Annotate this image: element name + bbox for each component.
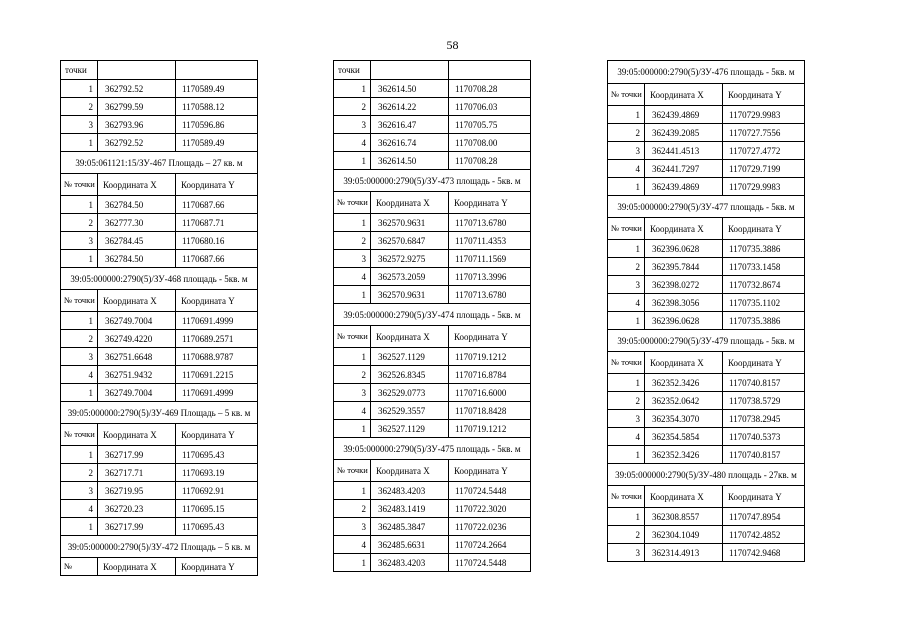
- coordinate-y: 1170687.66: [175, 196, 255, 213]
- header-point-number: № точки: [611, 89, 642, 99]
- table-row: [61, 329, 257, 347]
- coordinate-x: 362439.2085: [644, 124, 722, 141]
- point-number: 2: [88, 467, 93, 478]
- header-point-number: № точки: [64, 295, 95, 305]
- header-coordinate-y: Координата Y: [722, 84, 802, 105]
- coordinate-x: 362352.0642: [644, 392, 722, 409]
- coordinate-y: 1170705.75: [448, 116, 528, 133]
- coordinate-y: 1170722.0236: [448, 518, 528, 535]
- coordinate-y: 1170689.2571: [175, 330, 255, 347]
- coordinate-x: 362398.0272: [644, 276, 722, 293]
- coordinate-x: 362395.7844: [644, 258, 722, 275]
- table-row: [608, 373, 804, 391]
- point-number: 4: [88, 369, 93, 380]
- coordinate-x: 362352.3426: [644, 374, 722, 391]
- point-number: 4: [88, 503, 93, 514]
- coordinate-y: 1170711.1569: [448, 250, 528, 267]
- coordinate-x: 362483.4203: [370, 482, 448, 499]
- coordinate-x: 362777.30: [97, 214, 175, 231]
- column-header-row: [61, 557, 257, 575]
- point-number: 3: [361, 253, 366, 264]
- coordinate-x: 362799.59: [97, 98, 175, 115]
- coordinate-y: 1170708.00: [448, 134, 528, 151]
- table-row: [334, 347, 530, 365]
- table-row: [608, 257, 804, 275]
- point-number: 1: [88, 387, 93, 398]
- table-row: [334, 419, 530, 437]
- table-row: [608, 105, 804, 123]
- coordinate-x: 362396.0628: [644, 240, 722, 257]
- table-row: [61, 347, 257, 365]
- table-row: [61, 213, 257, 231]
- point-number: 2: [361, 369, 366, 380]
- parcel-caption: 39:05:000000:2790(5)/ЗУ-475 площадь - 5кв. м: [334, 437, 530, 459]
- point-number: 2: [635, 395, 640, 406]
- point-number: 4: [635, 163, 640, 174]
- coordinate-x: 362527.1129: [370, 348, 448, 365]
- coordinate-x: 362749.7004: [97, 312, 175, 329]
- table-row: [61, 383, 257, 401]
- header-coordinate-y: Координата Y: [448, 326, 528, 347]
- coordinate-y: 1170738.5729: [722, 392, 802, 409]
- table-row: [334, 213, 530, 231]
- point-number: 3: [361, 387, 366, 398]
- coordinate-x: 362439.4869: [644, 178, 722, 195]
- table-row: [608, 123, 804, 141]
- point-number: 1: [361, 557, 366, 568]
- coordinate-x: 362483.4203: [370, 554, 448, 571]
- table-row: [61, 481, 257, 499]
- column-header-row: [334, 459, 530, 481]
- point-number: 3: [635, 547, 640, 558]
- table-row: [608, 445, 804, 463]
- parcel-caption: 39:05:061121:15/ЗУ-467 Площадь – 27 кв. м: [61, 151, 257, 173]
- coordinate-x: 362614.50: [370, 152, 448, 169]
- coordinates-table-middle: [333, 60, 531, 572]
- coordinate-y: 1170692.91: [175, 482, 255, 499]
- point-number: 4: [635, 297, 640, 308]
- coordinate-x: 362314.4913: [644, 544, 722, 561]
- coordinate-x: 362570.6847: [370, 232, 448, 249]
- table-row: [61, 195, 257, 213]
- parcel-caption: 39:05:000000:2790(5)/ЗУ-480 площадь - 27кв. м: [608, 463, 804, 485]
- header-point-number: точки: [65, 65, 87, 75]
- point-number: 4: [635, 431, 640, 442]
- table-row: [334, 133, 530, 151]
- table-row: [61, 249, 257, 267]
- header-point-number: №: [64, 561, 73, 571]
- point-number: 4: [361, 137, 366, 148]
- coordinate-y: 1170695.43: [175, 446, 255, 463]
- column-header-row: [61, 289, 257, 311]
- table-row: [61, 463, 257, 481]
- point-number: 2: [635, 261, 640, 272]
- point-number: 3: [88, 485, 93, 496]
- point-number: 2: [635, 127, 640, 138]
- point-number: 4: [361, 271, 366, 282]
- coordinate-y: 1170729.7199: [722, 160, 802, 177]
- coordinate-y: 1170740.8157: [722, 374, 802, 391]
- coordinate-x: 362570.9631: [370, 286, 448, 303]
- coordinate-x: 362717.99: [97, 446, 175, 463]
- point-number: 1: [361, 217, 366, 228]
- point-number: 2: [88, 101, 93, 112]
- header-coordinate-y: Координата Y: [722, 218, 802, 239]
- table-row: [61, 517, 257, 535]
- coordinate-x: 362396.0628: [644, 312, 722, 329]
- coordinate-y: 1170716.6000: [448, 384, 528, 401]
- point-number: 1: [635, 315, 640, 326]
- table-row: [334, 267, 530, 285]
- coordinate-y: 1170727.7556: [722, 124, 802, 141]
- header-coordinate-x: Координата X: [97, 174, 175, 195]
- coordinate-y: 1170738.2945: [722, 410, 802, 427]
- coordinate-y: 1170719.1212: [448, 420, 528, 437]
- table-row: [334, 97, 530, 115]
- header-continuation-row: [334, 61, 530, 79]
- table-row: [608, 159, 804, 177]
- parcel-caption: 39:05:000000:2790(5)/ЗУ-472 Площадь – 5 кв. м: [61, 535, 257, 557]
- point-number: 1: [361, 351, 366, 362]
- table-row: [608, 427, 804, 445]
- table-row: [61, 79, 257, 97]
- point-number: 1: [88, 137, 93, 148]
- coordinate-y: 1170740.5373: [722, 428, 802, 445]
- point-number: 1: [635, 243, 640, 254]
- header-coordinate-y: Координата Y: [175, 558, 255, 575]
- header-coordinate-x: Координата X: [97, 290, 175, 311]
- coordinate-y: 1170722.3020: [448, 500, 528, 517]
- table-row: [334, 401, 530, 419]
- header-coordinate-y: Координата Y: [175, 290, 255, 311]
- table-row: [608, 239, 804, 257]
- header-coordinate-x: Координата X: [644, 218, 722, 239]
- coordinate-x: 362751.6648: [97, 348, 175, 365]
- point-number: 1: [361, 83, 366, 94]
- coordinate-x: 362751.9432: [97, 366, 175, 383]
- header-coordinate-y: Координата Y: [448, 192, 528, 213]
- column-header-row: [608, 351, 804, 373]
- coordinates-table-right: [607, 60, 805, 562]
- coordinate-y: 1170718.8428: [448, 402, 528, 419]
- coordinate-x: 362485.6631: [370, 536, 448, 553]
- header-point-number: № точки: [611, 491, 642, 501]
- table-row: [61, 499, 257, 517]
- coordinate-x: 362529.0773: [370, 384, 448, 401]
- column-header-row: [334, 325, 530, 347]
- coordinate-x: 362354.3070: [644, 410, 722, 427]
- coordinate-x: 362784.45: [97, 232, 175, 249]
- column-header-row: [61, 173, 257, 195]
- coordinate-x: 362614.22: [370, 98, 448, 115]
- page-number: 58: [446, 38, 459, 52]
- column-header-row: [608, 485, 804, 507]
- coordinate-x: 362784.50: [97, 196, 175, 213]
- coordinate-x: 362439.4869: [644, 106, 722, 123]
- header-coordinate-y: Координата Y: [448, 460, 528, 481]
- coordinate-x: 362527.1129: [370, 420, 448, 437]
- table-row: [608, 543, 804, 561]
- point-number: 1: [88, 315, 93, 326]
- point-number: 1: [635, 511, 640, 522]
- point-number: 1: [88, 199, 93, 210]
- coordinate-y: 1170733.1458: [722, 258, 802, 275]
- coordinate-y: 1170691.2215: [175, 366, 255, 383]
- coordinate-x: 362308.8557: [644, 508, 722, 525]
- coordinate-x: 362749.4220: [97, 330, 175, 347]
- table-row: [334, 517, 530, 535]
- coordinate-x: 362792.52: [97, 80, 175, 97]
- table-row: [61, 231, 257, 249]
- header-coordinate-x: Координата X: [370, 326, 448, 347]
- empty-cell: [448, 61, 528, 79]
- header-coordinate-x: Координата X: [370, 460, 448, 481]
- point-number: 3: [88, 351, 93, 362]
- coordinate-x: 362352.3426: [644, 446, 722, 463]
- coordinate-y: 1170596.86: [175, 116, 255, 133]
- coordinate-y: 1170708.28: [448, 152, 528, 169]
- header-point-number: № точки: [64, 179, 95, 189]
- coordinate-y: 1170724.5448: [448, 554, 528, 571]
- table-row: [334, 115, 530, 133]
- point-number: 1: [635, 181, 640, 192]
- coordinate-x: 362485.3847: [370, 518, 448, 535]
- empty-cell: [370, 61, 448, 79]
- header-coordinate-x: Координата X: [97, 558, 175, 575]
- coordinate-y: 1170719.1212: [448, 348, 528, 365]
- table-row: [61, 97, 257, 115]
- coordinate-y: 1170716.8784: [448, 366, 528, 383]
- coordinate-x: 362441.4513: [644, 142, 722, 159]
- header-coordinate-y: Координата Y: [175, 424, 255, 445]
- point-number: 3: [635, 145, 640, 156]
- point-number: 3: [88, 235, 93, 246]
- table-row: [61, 133, 257, 151]
- point-number: 1: [88, 253, 93, 264]
- coordinate-x: 362526.8345: [370, 366, 448, 383]
- point-number: 1: [635, 377, 640, 388]
- table-row: [334, 499, 530, 517]
- coordinates-table-left: [60, 60, 258, 576]
- header-coordinate-y: Координата Y: [175, 174, 255, 195]
- coordinate-x: 362616.74: [370, 134, 448, 151]
- point-number: 3: [361, 119, 366, 130]
- point-number: 3: [361, 521, 366, 532]
- coordinate-y: 1170735.3886: [722, 240, 802, 257]
- coordinate-x: 362614.50: [370, 80, 448, 97]
- header-coordinate-x: Координата X: [644, 486, 722, 507]
- coordinate-x: 362570.9631: [370, 214, 448, 231]
- coordinate-y: 1170706.03: [448, 98, 528, 115]
- table-row: [608, 507, 804, 525]
- header-point-number: № точки: [337, 197, 368, 207]
- point-number: 2: [88, 333, 93, 344]
- coordinate-y: 1170729.9983: [722, 106, 802, 123]
- coordinate-y: 1170687.71: [175, 214, 255, 231]
- table-row: [608, 141, 804, 159]
- table-row: [334, 285, 530, 303]
- header-coordinate-y: Координата Y: [722, 486, 802, 507]
- parcel-caption: 39:05:000000:2790(5)/ЗУ-476 площадь - 5кв. м: [617, 67, 795, 77]
- header-point-number: № точки: [337, 331, 368, 341]
- coordinate-x: 362717.71: [97, 464, 175, 481]
- point-number: 3: [88, 119, 93, 130]
- table-row: [608, 391, 804, 409]
- parcel-caption: 39:05:000000:2790(5)/ЗУ-477 площадь - 5кв. м: [608, 195, 804, 217]
- coordinate-x: 362398.3056: [644, 294, 722, 311]
- column-header-row: [61, 423, 257, 445]
- coordinate-y: 1170589.49: [175, 134, 255, 151]
- header-point-number: № точки: [337, 465, 368, 475]
- coordinate-x: 362441.7297: [644, 160, 722, 177]
- point-number: 4: [361, 539, 366, 550]
- header-point-number: № точки: [64, 429, 95, 439]
- table-row: [334, 249, 530, 267]
- table-row: [334, 231, 530, 249]
- table-row: [61, 445, 257, 463]
- coordinate-x: 362717.99: [97, 518, 175, 535]
- coordinate-y: 1170687.66: [175, 250, 255, 267]
- header-point-number: точки: [338, 65, 360, 75]
- table-row: [608, 409, 804, 427]
- header-point-number: № точки: [611, 357, 642, 367]
- parcel-caption: 39:05:000000:2790(5)/ЗУ-479 площадь - 5кв. м: [608, 329, 804, 351]
- header-coordinate-x: Координата X: [644, 352, 722, 373]
- point-number: 1: [361, 289, 366, 300]
- coordinate-y: 1170711.4353: [448, 232, 528, 249]
- coordinate-y: 1170713.3996: [448, 268, 528, 285]
- coordinate-y: 1170713.6780: [448, 286, 528, 303]
- point-number: 1: [361, 485, 366, 496]
- point-number: 1: [635, 449, 640, 460]
- header-coordinate-x: Координата X: [97, 424, 175, 445]
- point-number: 1: [88, 449, 93, 460]
- table-row: [61, 115, 257, 133]
- header-continuation-row: [61, 61, 257, 79]
- point-number: 1: [88, 521, 93, 532]
- coordinate-x: 362793.96: [97, 116, 175, 133]
- header-coordinate-x: Координата X: [370, 192, 448, 213]
- parcel-caption: 39:05:000000:2790(5)/ЗУ-468 площадь - 5кв. м: [61, 267, 257, 289]
- coordinate-y: 1170735.3886: [722, 312, 802, 329]
- coordinate-y: 1170729.9983: [722, 178, 802, 195]
- table-row: [608, 177, 804, 195]
- coordinate-x: 362719.95: [97, 482, 175, 499]
- coordinate-y: 1170693.19: [175, 464, 255, 481]
- coordinate-x: 362354.5854: [644, 428, 722, 445]
- point-number: 3: [635, 279, 640, 290]
- table-row: [334, 365, 530, 383]
- coordinate-y: 1170732.8674: [722, 276, 802, 293]
- coordinate-x: 362483.1419: [370, 500, 448, 517]
- table-row: [61, 365, 257, 383]
- coordinate-x: 362720.23: [97, 500, 175, 517]
- point-number: 2: [361, 235, 366, 246]
- table-row: [608, 293, 804, 311]
- coordinate-y: 1170747.8954: [722, 508, 802, 525]
- coordinate-y: 1170740.8157: [722, 446, 802, 463]
- header-coordinate-y: Координата Y: [722, 352, 802, 373]
- coordinate-y: 1170727.4772: [722, 142, 802, 159]
- table-row: [334, 481, 530, 499]
- table-row: [334, 535, 530, 553]
- point-number: 1: [361, 155, 366, 166]
- table-row: [334, 383, 530, 401]
- point-number: 1: [361, 423, 366, 434]
- table-row: [334, 79, 530, 97]
- coordinate-y: 1170742.9468: [722, 544, 802, 561]
- coordinate-y: 1170742.4852: [722, 526, 802, 543]
- point-number: 1: [88, 83, 93, 94]
- empty-cell: [97, 61, 175, 79]
- coordinate-y: 1170724.2664: [448, 536, 528, 553]
- point-number: 2: [361, 101, 366, 112]
- table-row: [608, 525, 804, 543]
- table-row: [608, 275, 804, 293]
- coordinate-y: 1170735.1102: [722, 294, 802, 311]
- header-point-number: № точки: [611, 223, 642, 233]
- empty-cell: [175, 61, 255, 79]
- coordinate-y: 1170708.28: [448, 80, 528, 97]
- coordinate-x: 362616.47: [370, 116, 448, 133]
- column-header-row: [608, 83, 804, 105]
- coordinate-x: 362304.1049: [644, 526, 722, 543]
- point-number: 2: [635, 529, 640, 540]
- point-number: 3: [635, 413, 640, 424]
- point-number: 1: [635, 109, 640, 120]
- point-number: 2: [88, 217, 93, 228]
- table-row: [334, 553, 530, 571]
- coordinate-x: 362749.7004: [97, 384, 175, 401]
- coordinate-y: 1170695.43: [175, 518, 255, 535]
- parcel-caption: 39:05:000000:2790(5)/ЗУ-469 Площадь – 5 кв. м: [61, 401, 257, 423]
- table-row: [334, 151, 530, 169]
- parcel-caption: 39:05:000000:2790(5)/ЗУ-474 площадь - 5кв. м: [334, 303, 530, 325]
- parcel-caption: 39:05:000000:2790(5)/ЗУ-473 площадь - 5кв. м: [334, 169, 530, 191]
- coordinate-y: 1170691.4999: [175, 384, 255, 401]
- coordinate-x: 362529.3557: [370, 402, 448, 419]
- point-number: 4: [361, 405, 366, 416]
- coordinate-y: 1170588.12: [175, 98, 255, 115]
- coordinate-x: 362792.52: [97, 134, 175, 151]
- point-number: 2: [361, 503, 366, 514]
- coordinate-x: 362784.50: [97, 250, 175, 267]
- coordinate-x: 362572.9275: [370, 250, 448, 267]
- coordinate-y: 1170688.9787: [175, 348, 255, 365]
- coordinate-y: 1170691.4999: [175, 312, 255, 329]
- coordinate-y: 1170680.16: [175, 232, 255, 249]
- coordinate-x: 362573.2059: [370, 268, 448, 285]
- coordinate-y: 1170695.15: [175, 500, 255, 517]
- table-row: [61, 311, 257, 329]
- column-header-row: [334, 191, 530, 213]
- table-row: [608, 311, 804, 329]
- coordinate-y: 1170713.6780: [448, 214, 528, 231]
- coordinate-y: 1170724.5448: [448, 482, 528, 499]
- header-coordinate-x: Координата X: [644, 84, 722, 105]
- column-header-row: [608, 217, 804, 239]
- coordinate-y: 1170589.49: [175, 80, 255, 97]
